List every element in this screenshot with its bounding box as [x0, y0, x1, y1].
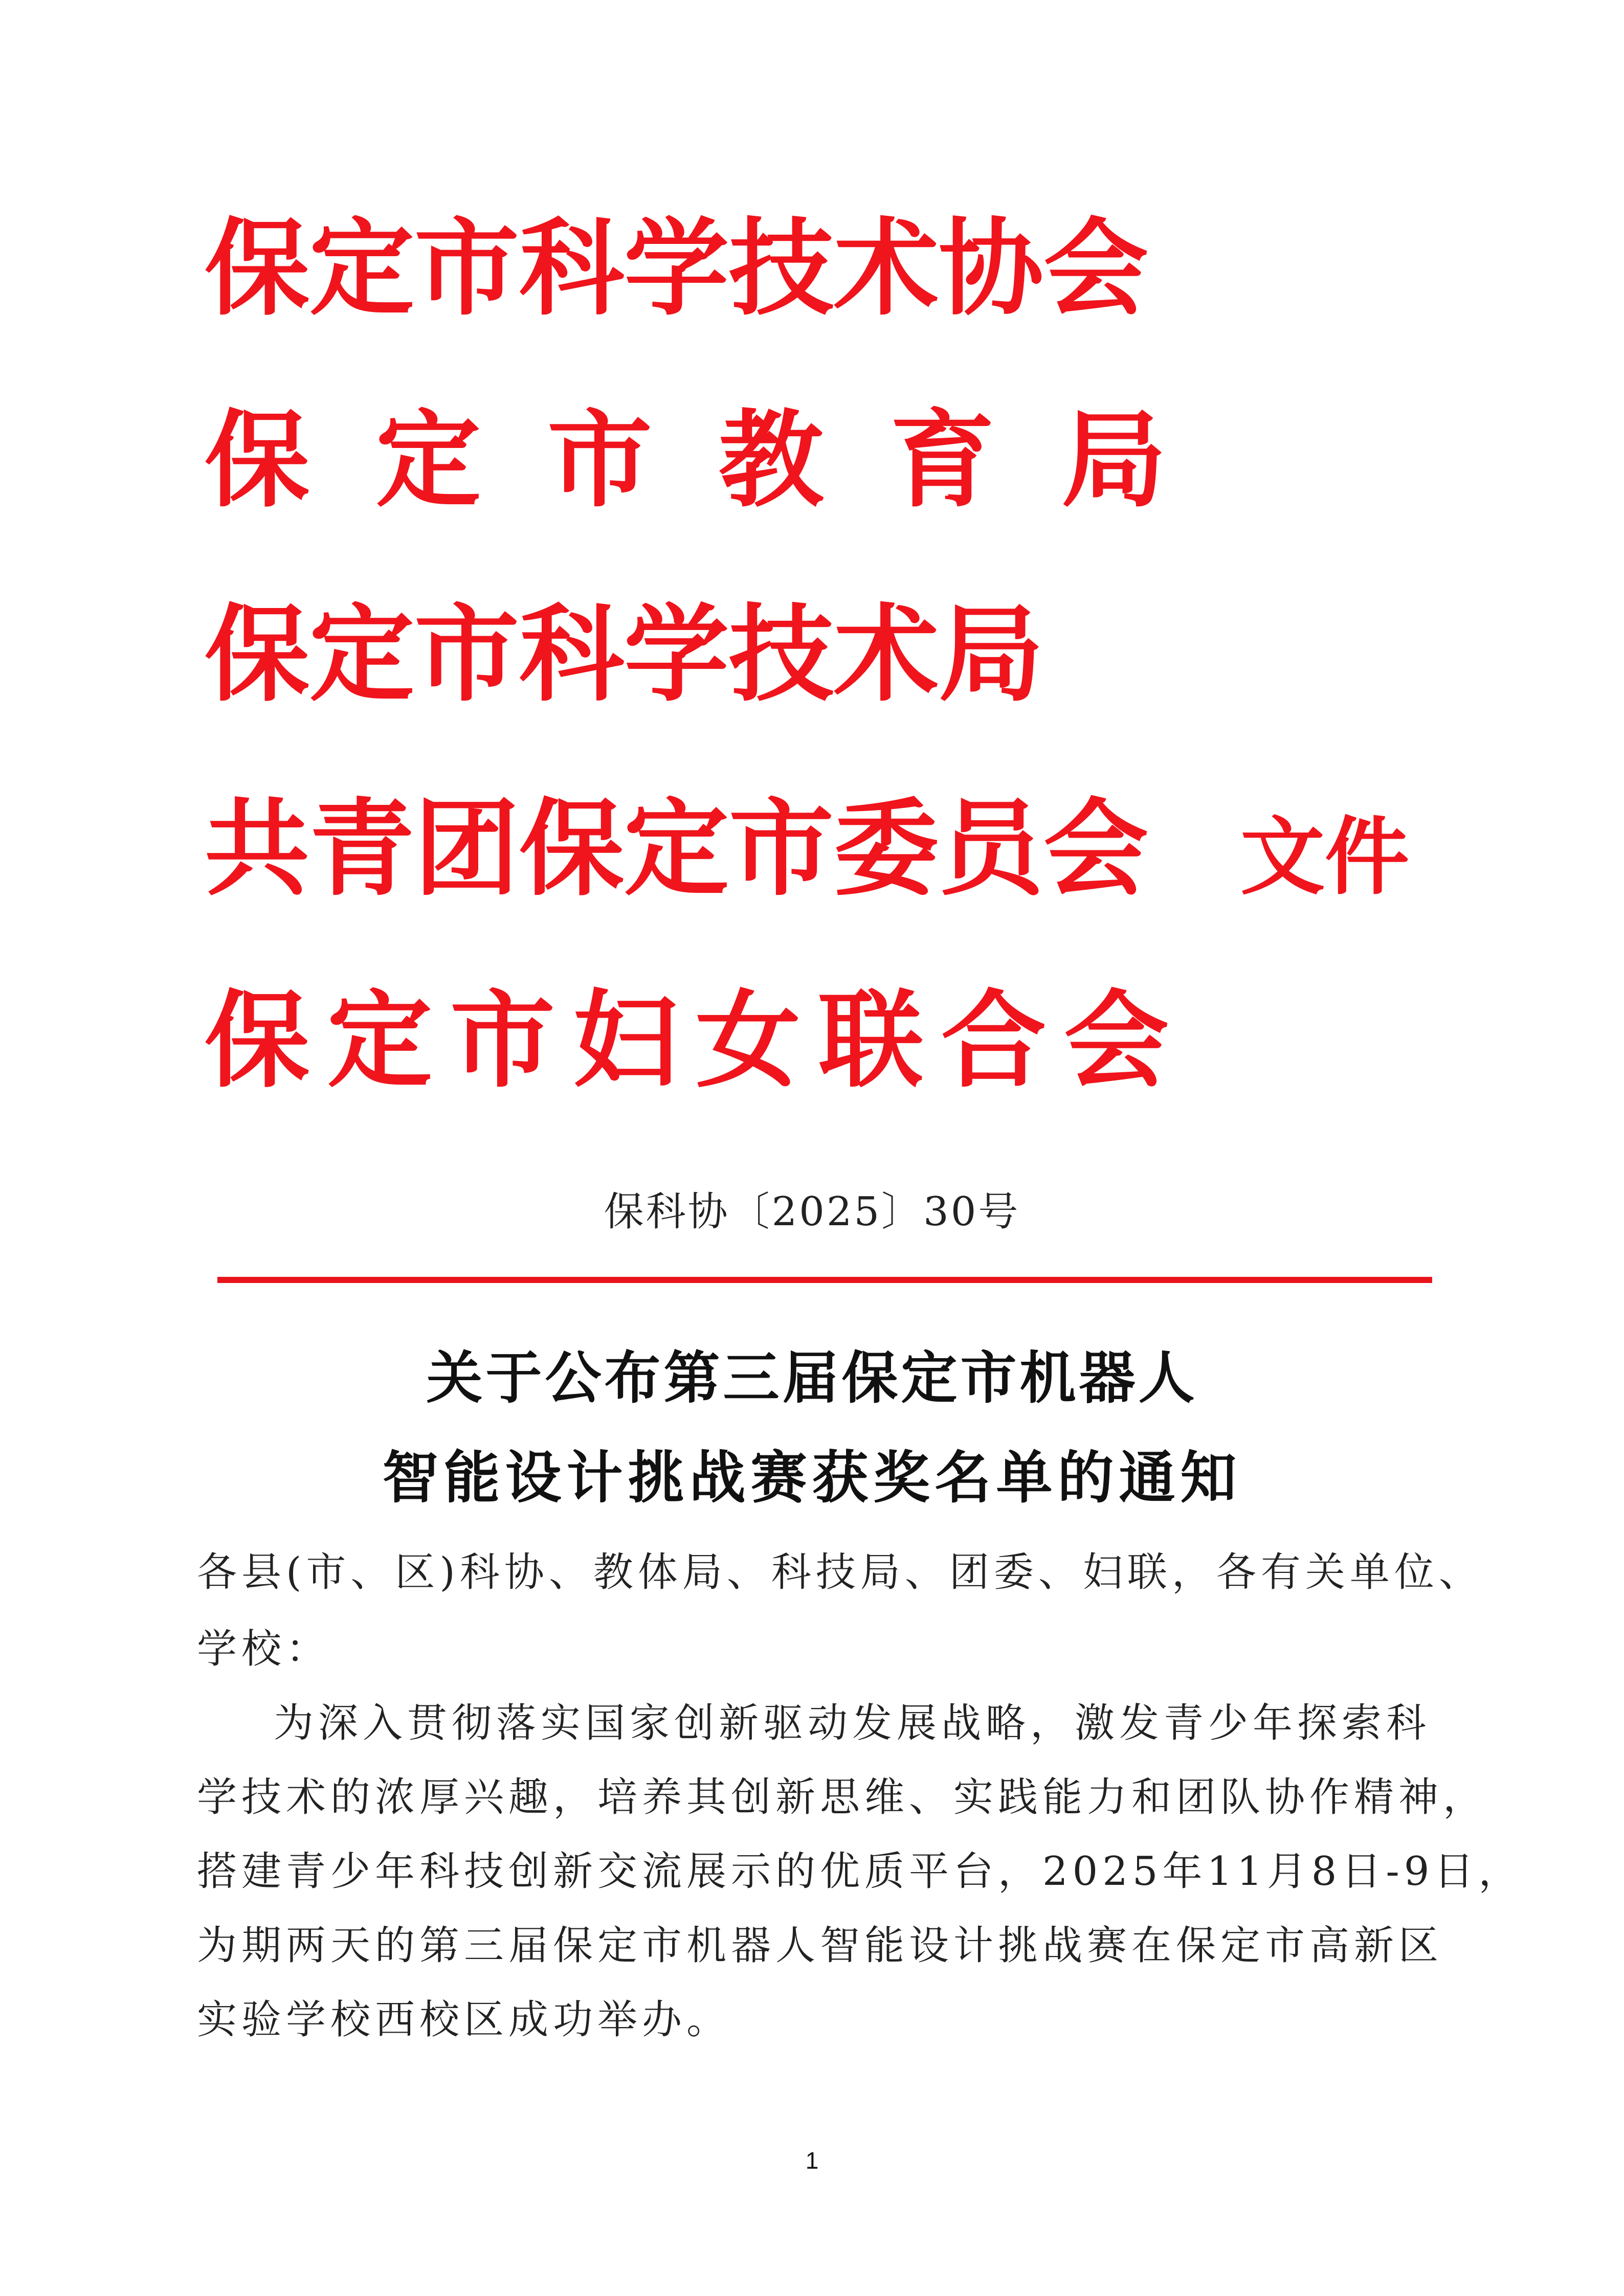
- issuer-youth-league-committee: 共青团保定市委员会: [205, 787, 1148, 910]
- issuer-science-association: 保定市科学技术协会: [205, 207, 1148, 330]
- document-title-line-2: 智能设计挑战赛获奖名单的通知: [382, 1445, 1242, 1511]
- issuer-block: [205, 179, 1509, 1110]
- salutation-line-2: 学校：: [197, 1626, 331, 1672]
- issuer-womens-federation: 保定市妇女联合会: [205, 979, 1187, 1102]
- document-type-label: 文件: [1240, 807, 1409, 906]
- paragraph-line-2: 学技术的浓厚兴趣，培养其创新思维、实践能力和团队协作精神，: [197, 1774, 1488, 1820]
- paragraph-line-1: 为深入贯彻落实国家创新驱动发展战略，激发青少年探索科: [274, 1700, 1431, 1746]
- salutation-line-1: 各县(市、区)科协、教体局、科技局、团委、妇联，各有关单位、: [197, 1549, 1483, 1595]
- red-separator-line: [217, 1277, 1432, 1283]
- issuer-education-bureau: 保定市教育局: [205, 399, 1233, 522]
- paragraph-line-4: 为期两天的第三届保定市机器人智能设计挑战赛在保定市高新区: [197, 1923, 1443, 1969]
- paragraph-line-5: 实验学校西校区成功举办。: [197, 1997, 731, 2043]
- document-title-line-1: 关于公布第三届保定市机器人: [426, 1345, 1198, 1411]
- document-number: 保科协〔2025〕30号: [604, 1189, 1020, 1235]
- paragraph-line-3: 搭建青少年科技创新交流展示的优质平台，2025年11月8日-9日，: [197, 1849, 1523, 1895]
- issuer-science-technology-bureau: 保定市科学技术局: [205, 593, 1043, 716]
- page-number: 1: [805, 2147, 819, 2174]
